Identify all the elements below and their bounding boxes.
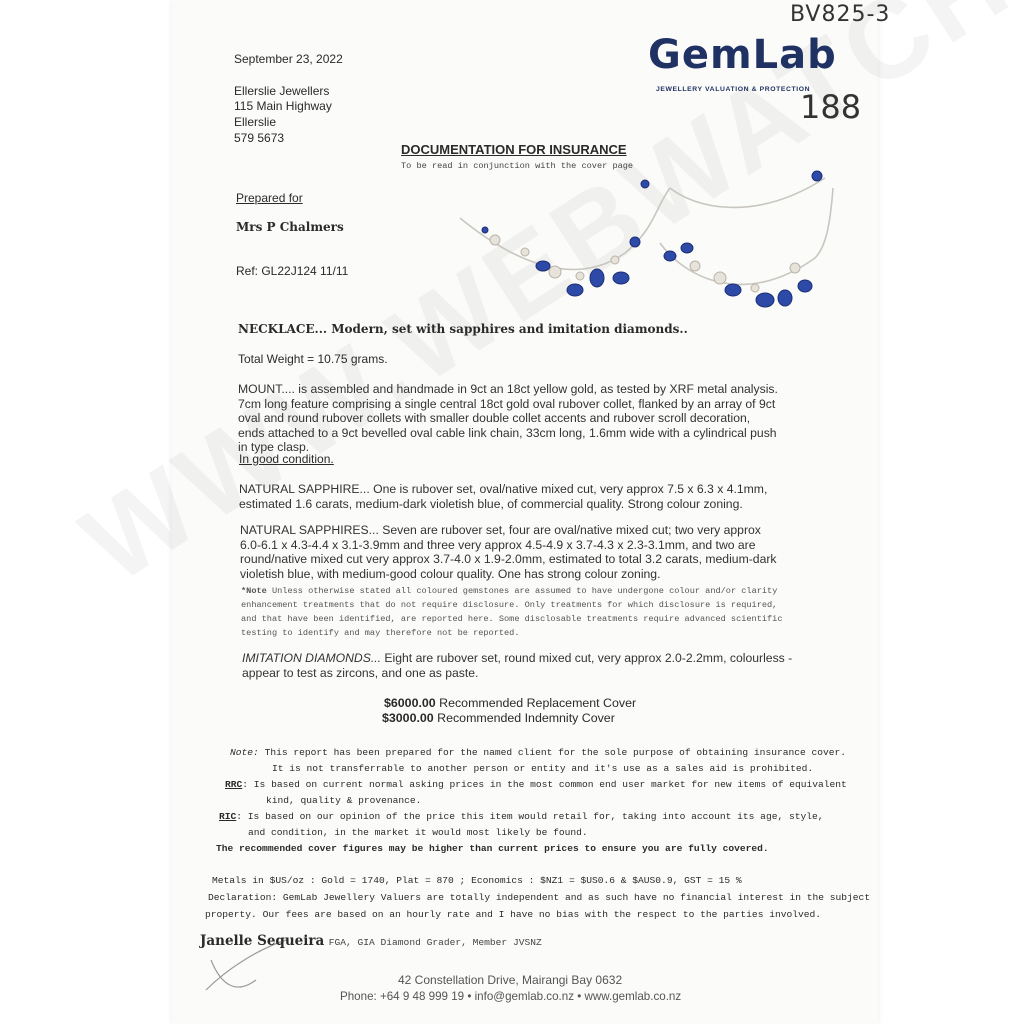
rrc-label: RRC (225, 779, 243, 790)
rrc-text-1: : Is based on current normal asking prices in the most common end user market for new items of equivalent (242, 779, 847, 790)
address-line-2: 115 Main Highway (234, 99, 332, 113)
treatment-note-label: *Note (241, 586, 267, 596)
natural-sapphire-description: NATURAL SAPPHIRE... One is rubover set, oval/native mixed cut, very approx 7.5 x 6.3 x 4.1mm, estimated 1.6 carats, medium-dark violetish blue, of commercial quality. Strong colour zoning. (239, 482, 768, 511)
address-line-3: Ellerslie (234, 115, 277, 129)
indemnity-cover (382, 711, 615, 725)
replacement-amount: $6000.00 (384, 696, 436, 710)
footer-contact: Phone: +64 9 48 999 19 • info@gemlab.co.nz • www.gemlab.co.nz (340, 990, 682, 1003)
signatory-name: Janelle Sequeira (200, 933, 325, 949)
rrc-line-2: kind, quality & provenance. (266, 795, 422, 806)
declaration-line-1: Declaration: GemLab Jewellery Valuers are totally independent and as such have no financial interest in the subject (208, 892, 871, 903)
metals-line: Metals in $US/oz : Gold = 1740, Plat = 870 ; Economics : $NZ1 = $US0.6 & $AUS0.9, GST = 15 % (212, 875, 742, 886)
ric-label: RIC (219, 811, 237, 822)
natural-sapphires-description: NATURAL SAPPHIRES... Seven are rubover set, four are oval/native mixed cut; two very approx 6.0-6.1 x 4.3-4.4 x 3.1-3.9mm and three very approx 4.5-4.9 x 3.7-4.3 x 2.3-3.1mm, and two are round/native mixed cut very approx 3.7-4.0 x 1.9-2.0mm, estimated to total 3.2 carats, medium-dark violetish blue, with medium-good colour quality. One has strong colour zoning. (240, 523, 777, 581)
treatment-note-text: Unless otherwise stated all coloured gemstones are assumed to have undergone colour and/or clarity enhancement treatments that do not require disclosure. Only treatments for which disclosure is required, and that have been identified, are reported here. Some disclosable treatments require advanced scientific testing to identify and may therefore not be reported. (241, 586, 783, 638)
address-line-1: Ellerslie Jewellers (234, 84, 330, 98)
mount-description: MOUNT.... is assembled and handmade in 9ct an 18ct yellow gold, as tested by XRF metal analysis. 7cm long feature comprising a single central 18ct gold oval rubover collet, flanked by an array of 9ct oval and round rubover collets with smaller double collet accents and rubover scroll decoration, ends attached to a 9ct bevelled oval cable link chain, 33cm long, 1.6mm wide with a cylindrical push in type clasp. (238, 382, 778, 455)
note-line-2: It is not transferrable to another person or entity and it's use as a sales aid is prohibited. (272, 763, 814, 774)
client-name: Mrs P Chalmers (236, 220, 344, 234)
ric-text-1: : Is based on our opinion of the price this item would retail for, taking into account its age, style, (236, 811, 824, 822)
indemnity-amount: $3000.00 (382, 711, 434, 725)
signatory-credentials: FGA, GIA Diamond Grader, Member JVSNZ (328, 937, 542, 948)
rrc-line-1 (225, 776, 847, 793)
treatment-note (241, 584, 789, 640)
imitation-title: IMITATION DIAMONDS... (242, 651, 382, 665)
handwritten-number: 188 (800, 88, 862, 126)
logo-tagline: JEWELLERY VALUATION & PROTECTION (656, 86, 811, 93)
document-title: DOCUMENTATION FOR INSURANCE (401, 142, 627, 157)
handwritten-reference: BV825-3 (790, 2, 891, 27)
cover-note: The recommended cover figures may be higher than current prices to ensure you are fully covered. (216, 843, 769, 854)
reference-number: Ref: GL22J124 11/11 (236, 264, 349, 278)
footer-address: 42 Constellation Drive, Mairangi Bay 0632 (398, 973, 623, 987)
total-weight: Total Weight = 10.75 grams. (238, 352, 388, 366)
indemnity-label: Recommended Indemnity Cover (437, 711, 615, 725)
necklace-photo (455, 168, 845, 328)
replacement-cover (384, 696, 636, 710)
replacement-label: Recommended Replacement Cover (439, 696, 637, 710)
signatory (200, 932, 542, 950)
gemlab-logo: GemLab (648, 32, 837, 78)
ric-line-1 (219, 808, 824, 825)
note-label: Note: (230, 747, 259, 758)
condition-text: In good condition. (239, 452, 334, 466)
prepared-for-label: Prepared for (236, 191, 303, 205)
address-line-4: 579 5673 (234, 131, 285, 145)
imitation-diamonds-line-2: appear to test as zircons, and one as paste. (242, 666, 479, 680)
item-heading: NECKLACE... Modern, set with sapphires and imitation diamonds.. (238, 322, 688, 336)
ric-line-2: and condition, in the market it would most likely be found. (248, 827, 588, 838)
imitation-diamonds-line-1 (242, 651, 792, 666)
declaration-line-2: property. Our fees are based on an hourly rate and I have no bias with the respect to the parties involved. (205, 909, 822, 920)
note-text-1: This report has been prepared for the named client for the sole purpose of obtaining insurance cover. (264, 747, 847, 758)
letter-date: September 23, 2022 (234, 52, 343, 66)
imitation-text: Eight are rubover set, round mixed cut, very approx 2.0-2.2mm, colourless - (381, 651, 793, 665)
note-line-1 (230, 744, 846, 761)
document-subtitle: To be read in conjunction with the cover page (401, 161, 634, 171)
